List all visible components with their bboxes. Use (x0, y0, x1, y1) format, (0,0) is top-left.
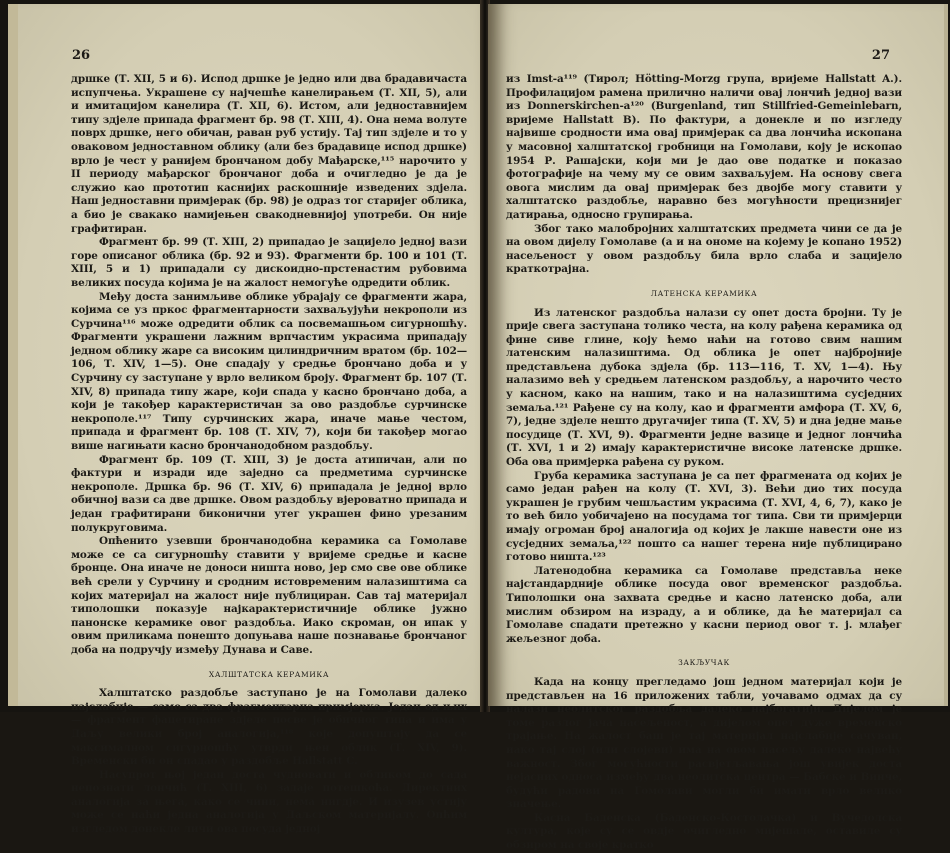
section-heading: ЗАКЉУЧАК (678, 658, 730, 668)
section-heading: ЛАТЕНСКА КЕРАМИКА (650, 288, 758, 298)
right-page (488, 4, 948, 852)
paragraph: Касна Баденска (Баденско-Костолачка) и Вучедолска култура, које су се овдје очигледно мијешале, оставиле су обзиром на своје кратко (506, 811, 902, 852)
section-heading: ХАЛШТАТСКА КЕРАМИКА (208, 669, 330, 679)
page-body (71, 73, 467, 837)
paragraph: Фрагмент бр. 99 (Т. XIII, 2) припадао је зацијело једној вази горе описаног облика (бр. 92 и 93). Фрагменти бр. 100 и 101 (Т. XIII, 5 и 1) припадали су дискоидно-прстенастим рубовима великих посуда којима је на жалост немогуће одредити облик. (71, 236, 467, 289)
paragraph: Халштатско раздобље заступано је на Гомолави далеко најслабије — само са два фрагментарна примјерка. Један од њих — фрагмент фацетиране здјеле посве је обичног типа и има у Даљу велики број аналогија,¹¹⁸ које допуштају да се максималном сигурношћу утврди њен облик (Т. XIV, 9). Временски би он спадао у раздобље Hallstatt C. (71, 687, 467, 768)
paragraph: Насупрот њој један доста чудновати и обликом до сада непознати лончић (Т. XIII, 6) задаје потешкоћа. Директних аналогија за њега, како се чини, нема нигдје. И изузев устију може се наћи једна аналогија у Даљском материјалу. Опћим изгледом донекле личи ова посуда једној (71, 768, 467, 836)
paragraph: Међу доста занимљиве облике убрајају се фрагменти жара, којима се уз пркос фрагментарности захваљујући некрополи из Сурчина¹¹⁶ може одредити облик са посвемашњом сигурношћу. Фрагменти украшени лажним врпчастим украсима припадају једном облику жаре са високим цилиндричним вратом (бр. 102—106, Т. XIV, 1—5). Оне спадају у средње брончано доба и у Сурчину су заступане у врло великом броју. Фрагмент бр. 107 (Т. XIV, 8) припада типу жаре, који спада у касно брончано доба, а који је такођер карактеристичан за ово раздобље сурчинске некрополе.¹¹⁷ Типу сурчинских жара, иначе мање честом, припада и фрагмент бр. 108 (Т. XIV, 7), који би такођер могао више нагињати касно брончанодобном раздобљу. (71, 290, 467, 453)
paragraph: Латенодобна керамика са Гомолаве представља неке најстандардније облике посуда овог временског раздобља. Типолошки она захвата средње и касно латенско доба, али мислим обзиром на израду, а и облике, да ће материјал са Гомолаве спадати претежно у касни период овог т. ј. млађег жељезног доба. (506, 564, 902, 645)
page-number: 26 (72, 48, 91, 63)
paragraph: Груба керамика заступана је са пет фрагмената од којих је само један рађен на колу (Т. XVI, 3). Већи дио тих посуда украшен је грубим чешљастим украсима (Т. XVI, 4, 6, 7), како је то већ било уобичајено на посудама тог типа. Сви ти примјерци имају огроман број аналогија од којих је лакше навести оне из сусједних земаља,¹²² пошто са нашег терена није публицирано готово ништа.¹²³ (506, 469, 902, 564)
paragraph: Због тако малобројних халштатских предмета чини се да је на овом дијелу Гомолаве (а и на ономе на којему је копано 1952) насељеност у овом раздобљу била врло слаба и зацијело краткотрајна. (506, 222, 902, 276)
paragraph: Када на концу прегледамо још једном материјал који је представљен на 16 приложених табли, уочавамо одмах да су налази неолитског раздобља далеко најбогатији. Дијелом је томе разлог јача насељеност, а дијелом опет дуже временско трајање. На жалост баш је тај материјал најслабије сачуван, иако тај слој (или слојеви) има на овом насељу далеко највећу важност. Због могућности расвјетљавања још увијек доста нејасних односа између два неолитска центра — Бабске и Винче, будући радови на Гомолави могли би имати врло велико значење. (506, 675, 902, 811)
paragraph: Опћенито узевши брончанодобна керамика са Гомолаве може се са сигурношћу ставити у вријеме средње и касне бронце. Она иначе не доноси ништа ново, јер смо све ове облике већ срели у Сурчину и сродним истовременим налазиштима са којих материјал на жалост није публициран. Сав тај материјал типолошки показује најкарактеристичније облике јужно панонске керамике овог раздобља. Иако скроман, он ипак у овим приликама понешто допуњава наше познавање брончаног доба на подручју између Дунава и Саве. (71, 535, 467, 656)
paragraph: дршке (Т. XII, 5 и 6). Испод дршке је једно или два брадавичаста испупчења. Украшене су најчешће канелирањем (Т. XII, 5), али и имитацијом канелира (Т. XII, 6). Истом, али једноставнијем типу здјеле припада фрагмент бр. 98 (Т. XIII, 4). Она нема волуте поврх дршке, него обичан, раван руб устију. Тај тип здјеле и то у оваковом једноставном облику (али без брадавице испод дршке) врло је чест у ранијем брончаном добу Мађарске,¹¹⁵ нарочито у II периоду мађарског брончаног доба и очигледно је да је служио као прототип каснијих раскошније изведених здјела. Наш једноставни примјерак (бр. 98) је одраз тог старијег облика, а био је свакако намијењен свакодневнијој употреби. Он није графитиран. (71, 73, 467, 235)
paragraph: Из латенског раздобља налази су опет доста бројни. Ту је прије свега заступана толико честа, на колу рађена керамика од фине сиве глине, коју ћемо наћи на готово свим нашим латенским налазиштима. Од облика је опет најбројније представљена дубока здјела (бр. 113—116, Т. XV, 1—4). Њу налазимо већ у средњем латенском раздобљу, а нарочито често у касном, како на нашим, тако и на налазиштима сусједних земаља.¹²¹ Рађене су на колу, као и фрагменти амфора (Т. XV, 6, 7), једне здјеле нешто другачијег типа (Т. XV, 5) и дна једне мање посудице (Т. XVI, 9). Фрагменти једне вазице и једног лончића (Т. XVI, 1 и 2) имају карактеристичне високе латенске дршке. Оба ова примјерка рађена су руком. (506, 306, 902, 469)
paragraph: Фрагмент бр. 109 (Т. XIII, 3) је доста атипичан, али по фактури и изради иде заједно са предметима сурчинске некрополе. Дршка бр. 96 (Т. XIV, 6) припадала је једној врло обичној вази са две дршке. Овом раздобљу вјероватно припада и један графитирани биконични утег украшен фино урезаним полукруговима. (71, 453, 467, 534)
paragraph: из Imst-a¹¹⁹ (Тирол; Hötting-Morzg група, вријеме Hallstatt A.). Профилацијом рамена прилично наличи овај лончић једној вази из Donnerskirchen-a¹²⁰ (Burgenland, тип Stillfried-Gemeinlebarn, вријеме Hallstatt B). По фактури, а донекле и по изгледу највише сродности има овај примјерак са два лончића ископана у масовној халштатској гробници на Гомолави, коју је ископао 1954 Р. Рашајски, који ми је дао ове податке и показао фотографије на чему му се овим захваљујем. На основу свега овога мислим да овај примјерак без двојбе могу ставити у халштатско раздобље, наравно без могућности прецизнијег датирања, односно групирања. (506, 73, 902, 221)
page-number: 27 (871, 48, 890, 63)
page-body (506, 73, 902, 853)
left-page (8, 4, 492, 836)
